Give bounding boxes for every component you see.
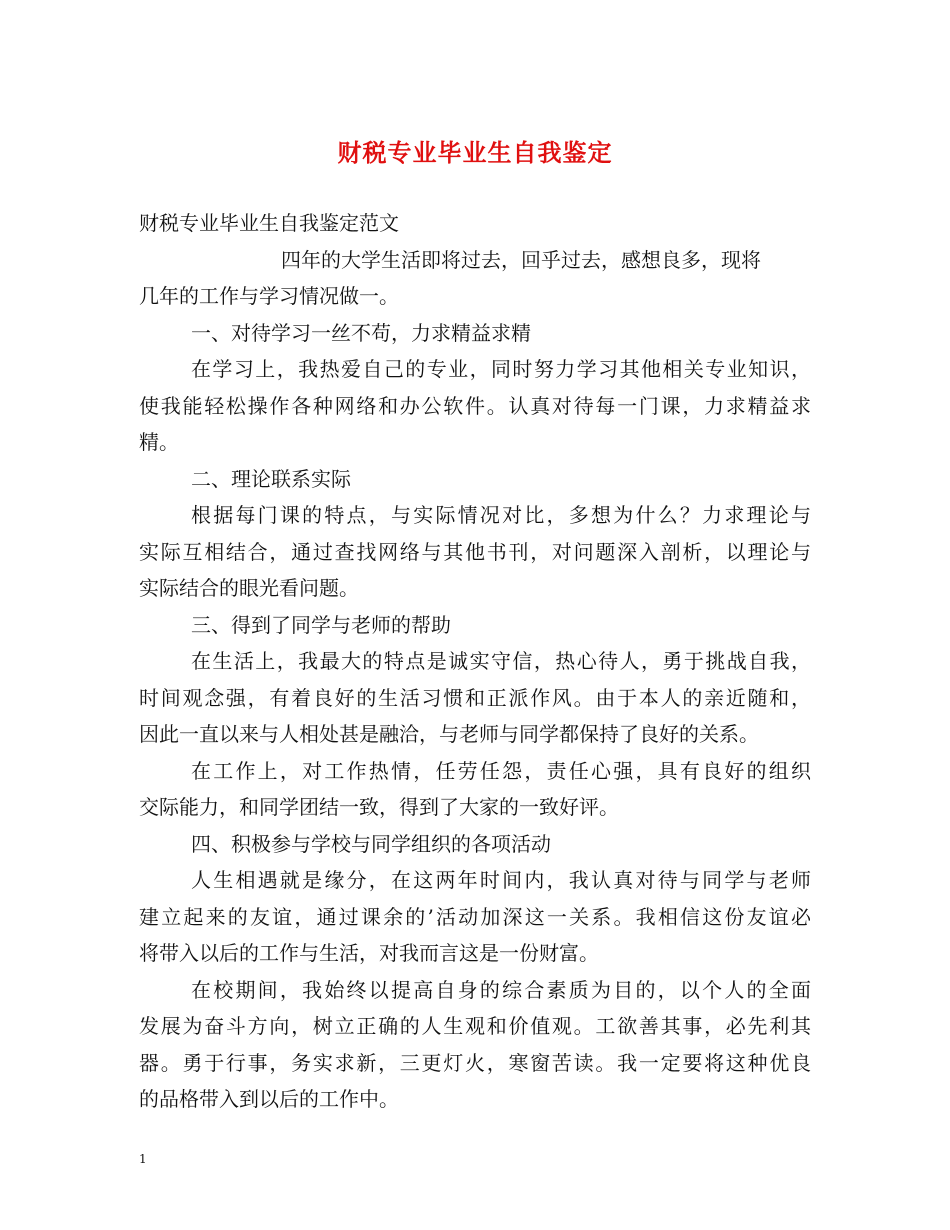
section-heading: 三、得到了同学与老师的帮助: [191, 612, 451, 637]
paragraph-line: 使我能轻松操作各种网络和办公软件。认真对待每一门课，力求精益求: [139, 393, 811, 418]
paragraph-line: 实际结合的眼光看问题。: [139, 576, 359, 600]
paragraph-line: 将带入以后的工作与生活，对我而言这是一份财富。: [139, 941, 599, 965]
section-heading: 一、对待学习一丝不苟，力求精益求精: [191, 320, 531, 345]
page-number: 1: [139, 1152, 147, 1166]
document-body: [139, 205, 811, 1118]
paragraph-line: 精。: [139, 430, 179, 454]
paragraph-line: 时间观念强，有着良好的生活习惯和正派作风。由于本人的亲近随和，: [139, 685, 811, 710]
section-heading: 二、理论联系实际: [191, 466, 351, 491]
section-heading: 四、积极参与学校与同学组织的各项活动: [191, 831, 551, 856]
paragraph-line: 实际互相结合，通过查找网络与其他书刊，对问题深入剖析，以理论与: [139, 539, 811, 564]
paragraph-line: 几年的工作与学习情况做一。: [139, 284, 399, 308]
document-title: 财税专业毕业生自我鉴定: [337, 138, 613, 167]
subtitle-line: 财税专业毕业生自我鉴定范文: [139, 211, 399, 235]
paragraph-line: 器。勇于行事，务实求新，三更灯火，寒窗苦读。我一定要将这种优良: [139, 1050, 811, 1075]
paragraph-line: 交际能力，和同学团结一致，得到了大家的一致好评。: [139, 795, 619, 819]
paragraph-line: 在生活上，我最大的特点是诚实守信，热心待人，勇于挑战自我，: [191, 649, 811, 673]
paragraph-line: 在校期间，我始终以提高自身的综合素质为目的，以个人的全面: [191, 977, 811, 1002]
paragraph-line: 因此一直以来与人相处甚是融洽，与老师与同学都保持了良好的关系。: [139, 722, 759, 746]
paragraph-line: 四年的大学生活即将过去，回乎过去，感想良多，现将: [281, 247, 761, 272]
paragraph-line: 建立起来的友谊，通过课余的’活动加深这一关系。我相信这份友谊必: [139, 904, 811, 929]
paragraph-line: 发展为奋斗方向，树立正确的人生观和价值观。工欲善其事，必先利其: [139, 1014, 811, 1038]
paragraph-line: 在学习上，我热爱自己的专业，同时努力学习其他相关专业知识，: [191, 357, 811, 381]
paragraph-line: 在工作上，对工作热情，任劳任怨，责任心强，具有良好的组织: [191, 758, 811, 783]
paragraph-line: 人生相遇就是缘分，在这两年时间内，我认真对待与同学与老师: [191, 868, 811, 892]
paragraph-line: 根据每门课的特点，与实际情况对比，多想为什么？力求理论与: [191, 503, 811, 527]
paragraph-line: 的品格带入到以后的工作中。: [139, 1087, 399, 1111]
